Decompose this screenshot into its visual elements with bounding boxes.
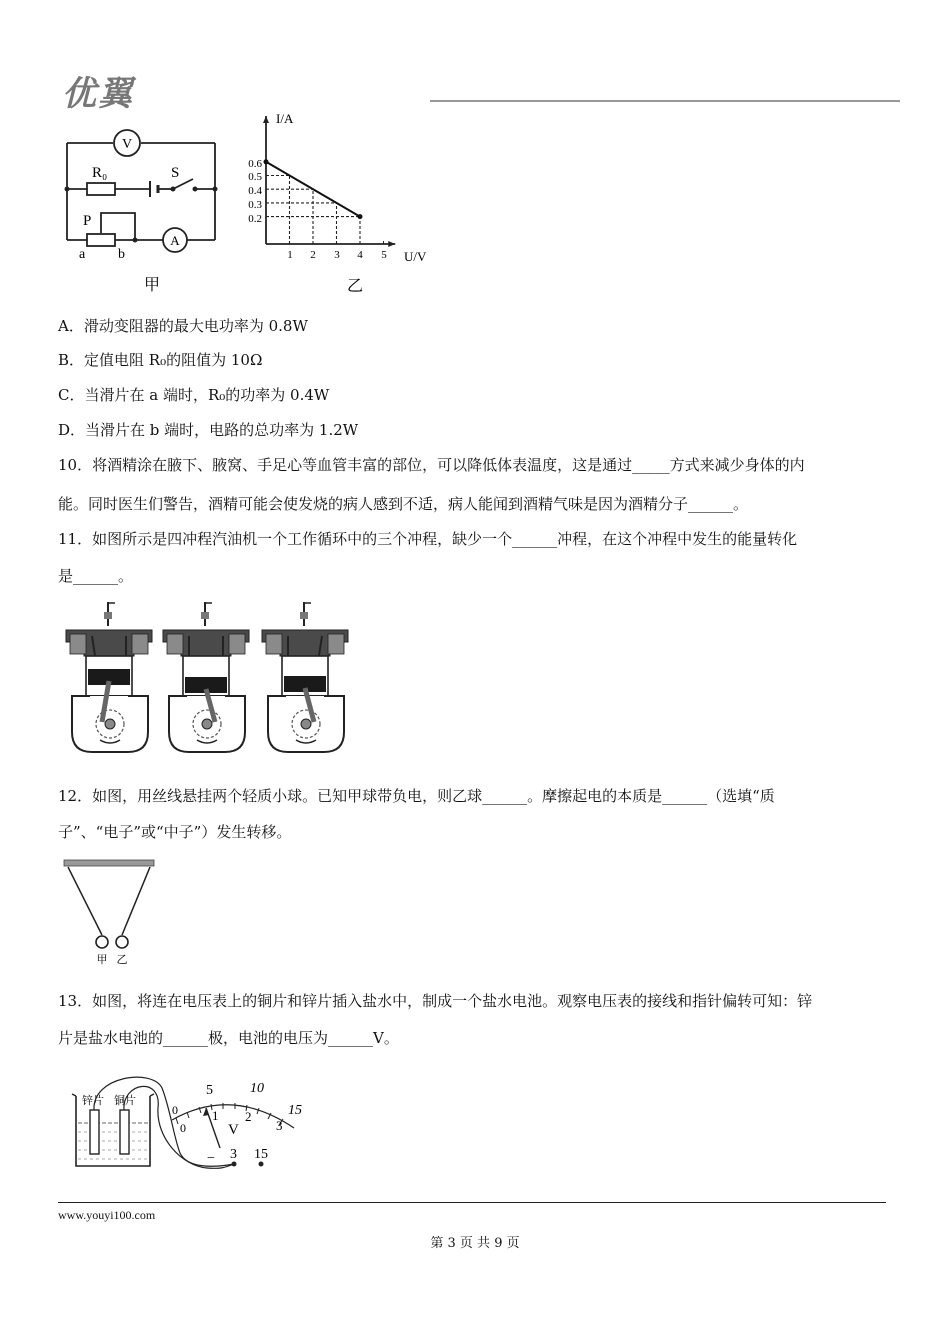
figure-caption-yi: 乙	[346, 278, 364, 295]
junction-dot	[213, 187, 218, 192]
y-tick-label: 0.3	[248, 199, 262, 211]
option-b: B．定值电阻 R₀的阻值为 10Ω	[58, 351, 263, 369]
y-tick-label: 0.2	[248, 213, 262, 225]
graph-x-label: U/V	[404, 249, 427, 264]
rheostat-symbol	[87, 234, 115, 246]
junction-dot	[133, 238, 138, 243]
terminal-label: −	[207, 1151, 215, 1166]
ball-yi	[116, 936, 128, 948]
question-11-line-1: 11．如图所示是四冲程汽油机一个工作循环中的三个冲程，缺少一个______冲程，在这个冲程中发生的能量转化	[58, 530, 798, 548]
engine-stroke-diagram	[66, 602, 152, 752]
suspended-balls-figure	[62, 858, 167, 970]
x-tick-label: 3	[334, 249, 340, 261]
switch-contact	[193, 187, 198, 192]
thread-right	[122, 867, 150, 935]
terminal-label: 3	[230, 1147, 237, 1162]
ball-yi-label: 乙	[116, 954, 128, 966]
x-tick-label: 5	[381, 249, 387, 261]
y-tick-label: 0.4	[248, 185, 262, 197]
inner-scale-label: 3	[276, 1118, 283, 1133]
ceiling-support	[64, 860, 154, 866]
question-10-line-2: 能。同时医生们警告，酒精可能会使发烧的病人感到不适，病人能闻到酒精气味是因为酒精分子______。	[58, 495, 749, 513]
switch-label: S	[171, 165, 180, 181]
y-tick-label: 0.5	[248, 171, 262, 183]
junction-dot	[65, 187, 70, 192]
iu-graph	[238, 108, 438, 298]
wire-copper	[124, 1086, 234, 1168]
terminal-dot	[259, 1162, 264, 1167]
option-a: A．滑动变阻器的最大电功率为 0.8W	[58, 317, 308, 335]
circuit-diagram	[55, 125, 230, 300]
publisher-logo: 优翼	[62, 74, 134, 114]
zinc-plate	[90, 1110, 99, 1154]
engine-stroke-diagram	[262, 602, 348, 752]
inner-scale-label: 2	[245, 1109, 252, 1124]
outer-scale-label: 0	[172, 1103, 178, 1117]
y-tick-label: 0.6	[248, 158, 262, 170]
inner-scale-label: 0	[180, 1121, 186, 1135]
page-number: 第 3 页 共 9 页	[430, 1236, 520, 1251]
engine-strokes-figure	[62, 600, 362, 755]
graph-x-arrow	[388, 241, 395, 247]
slider-label: P	[83, 213, 92, 229]
thread-left	[68, 867, 102, 935]
outer-scale-label: 5	[206, 1083, 213, 1098]
x-tick-label: 2	[310, 249, 316, 261]
resistor-label: R₀	[92, 165, 108, 181]
inner-scale-label: 1	[212, 1108, 219, 1123]
question-11-line-2: 是______。	[58, 567, 134, 585]
ball-jia	[96, 936, 108, 948]
end-a-label: a	[79, 247, 86, 262]
saltwater-battery-figure	[62, 1068, 322, 1176]
ball-jia-label: 甲	[96, 954, 108, 966]
question-12-line-2: 子”、“电子”或“中子”）发生转移。	[58, 823, 292, 841]
header-rule	[430, 100, 900, 102]
terminal-dot	[232, 1162, 237, 1167]
engine-stroke-diagram	[163, 602, 249, 752]
footer-rule	[58, 1202, 886, 1203]
outer-scale-label: 15	[288, 1103, 302, 1118]
question-10-line-1: 10．将酒精涂在腋下、腋窝、手足心等血管丰富的部位，可以降低体表温度，这是通过_____方式来减少身体的内	[58, 456, 805, 474]
data-point	[358, 214, 363, 219]
question-13-line-2: 片是盐水电池的______极，电池的电压为______V。	[58, 1029, 399, 1047]
end-b-label: b	[118, 247, 125, 262]
option-c: C．当滑片在 a 端时，R₀的功率为 0.4W	[58, 386, 330, 404]
footer-url: www.youyi100.com	[58, 1208, 156, 1222]
question-12-line-1: 12．如图，用丝线悬挂两个轻质小球。已知甲球带负电，则乙球______。摩擦起电的本质是______（选填“质	[58, 787, 775, 805]
outer-scale-label: 10	[250, 1081, 264, 1096]
zinc-label: 锌片	[82, 1095, 104, 1107]
resistor-symbol	[87, 183, 115, 195]
question-13-line-1: 13．如图，将连在电压表上的铜片和锌片插入盐水中，制成一个盐水电池。观察电压表的接线和指针偏转可知：锌	[58, 992, 813, 1010]
copper-label: 铜片	[114, 1095, 136, 1107]
copper-plate	[120, 1110, 129, 1154]
voltmeter-unit: V	[228, 1122, 239, 1138]
figure-caption-jia: 甲	[143, 277, 161, 294]
x-tick-label: 1	[287, 249, 293, 261]
data-point	[264, 159, 269, 164]
switch-pivot	[171, 187, 176, 192]
ammeter-label: A	[170, 233, 180, 248]
voltmeter-label: V	[121, 137, 133, 152]
terminal-label: 15	[254, 1147, 268, 1162]
option-d: D．当滑片在 b 端时，电路的总功率为 1.2W	[58, 421, 359, 439]
graph-y-arrow	[263, 116, 269, 123]
x-tick-label: 4	[357, 249, 363, 261]
graph-y-label: I/A	[276, 111, 294, 126]
